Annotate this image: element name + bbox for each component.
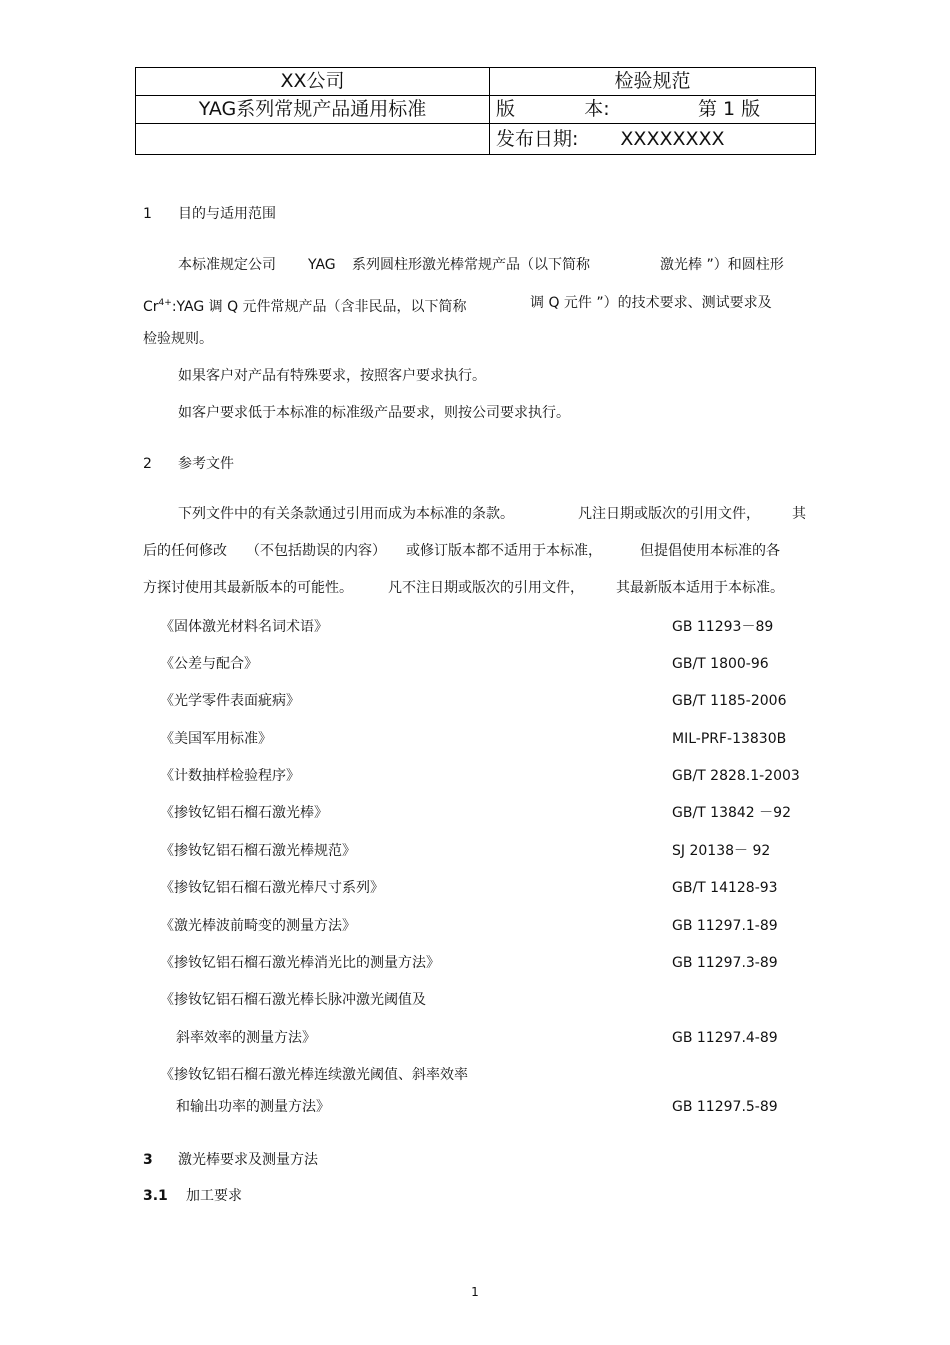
doc-type: 检验规范 [490, 68, 816, 96]
ref-code: GB 11297.5-89 [672, 1099, 778, 1115]
sec2-p3-c: 其最新版本适用于本标准。 [616, 580, 784, 596]
cr-text: Cr [143, 299, 159, 315]
ref-name-line1: 《掺钕钇铝石榴石激光棒长脉冲激光阈值及 [160, 992, 426, 1008]
ref-code: GB/T 2828.1-2003 [672, 768, 800, 784]
date-value: XXXXXXXX [620, 128, 725, 150]
ref-name-line2: 斜率效率的测量方法》 [176, 1030, 316, 1046]
ref-name: 《掺钕钇铝石榴石激光棒规范》 [160, 843, 356, 859]
version-cell [490, 96, 816, 124]
ref-name: 《公差与配合》 [160, 656, 258, 672]
sec1-p3: 如客户要求低于本标准的标准级产品要求，则按公司要求执行。 [178, 405, 570, 421]
ref-code: GB 11297.1-89 [672, 918, 778, 934]
sec2-p1-a: 下列文件中的有关条款通过引用而成为本标准的条款。 [178, 506, 514, 522]
sec2-p2-b: （不包括勘误的内容） [246, 543, 386, 559]
sec1-p1-f: :YAG 调 Q 元件常规产品（含非民品，以下简称 [171, 299, 467, 315]
section-3-1-number: 3.1 [143, 1188, 168, 1204]
ref-name: 《掺钕钇铝石榴石激光棒》 [160, 805, 328, 821]
header-table [135, 67, 816, 155]
sec2-p3-b: 凡不注日期或版次的引用文件， [388, 580, 584, 596]
section-3-1-title: 加工要求 [186, 1188, 242, 1204]
sec2-p2-a: 后的任何修改 [143, 543, 227, 559]
ref-code: GB 11297.3-89 [672, 955, 778, 971]
section-1-number: 1 [143, 206, 152, 222]
ref-code: GB/T 1185-2006 [672, 693, 787, 709]
ref-name: 《固体激光材料名词术语》 [160, 619, 328, 635]
sec2-p3-a: 方探讨使用其最新版本的可能性。 [143, 580, 353, 596]
sec2-p1-c: 其 [792, 506, 806, 522]
version-label-2: 本: [584, 98, 610, 120]
version-label: 版 [496, 98, 516, 120]
sec1-p1-g: 调 Q 元件 ”）的技术要求、测试要求及 [530, 295, 772, 311]
section-1-title: 目的与适用范围 [178, 206, 276, 222]
section-2-number: 2 [143, 456, 152, 472]
ref-name: 《美国军用标准》 [160, 731, 272, 747]
company-name: XX公司 [136, 68, 490, 96]
ref-name: 《掺钕钇铝石榴石激光棒尺寸系列》 [160, 880, 384, 896]
sec2-p2-c: 或修订版本都不适用于本标准， [406, 543, 602, 559]
ref-code: SJ 20138－ 92 [672, 843, 771, 859]
ref-code: GB 11297.4-89 [672, 1030, 778, 1046]
ref-name: 《激光棒波前畸变的测量方法》 [160, 918, 356, 934]
section-3-title: 激光棒要求及测量方法 [178, 1152, 318, 1168]
ref-name-line2: 和输出功率的测量方法》 [176, 1099, 330, 1115]
sec1-p1-b: YAG [308, 257, 336, 273]
empty-cell [136, 124, 490, 155]
ref-code: GB/T 13842 －92 [672, 805, 791, 821]
sec1-p1-a: 本标准规定公司 [178, 257, 276, 273]
ref-name: 《光学零件表面疵病》 [160, 693, 300, 709]
sec1-p1-d: 激光棒 ”）和圆柱形 [660, 257, 784, 273]
ref-name: 《掺钕钇铝石榴石激光棒消光比的测量方法》 [160, 955, 440, 971]
page-number: 1 [471, 1285, 479, 1299]
sec1-p1-c: 系列圆柱形激光棒常规产品（以下简称 [352, 257, 590, 273]
ref-code: GB 11293－89 [672, 619, 774, 635]
version-value: 第 1 版 [698, 98, 761, 120]
doc-title: YAG系列常规产品通用标准 [136, 96, 490, 124]
ref-name-line1: 《掺钕钇铝石榴石激光棒连续激光阈值、斜率效率 [160, 1067, 468, 1083]
ref-code: GB/T 1800-96 [672, 656, 769, 672]
sec2-p2-d: 但提倡使用本标准的各 [640, 543, 780, 559]
ref-code: MIL-PRF-13830B [672, 731, 787, 747]
sec1-p2: 如果客户对产品有特殊要求，按照客户要求执行。 [178, 368, 486, 384]
date-cell [490, 124, 816, 155]
ref-code: GB/T 14128-93 [672, 880, 778, 896]
section-3-number: 3 [143, 1152, 153, 1168]
cr-superscript: 4+ [158, 298, 172, 308]
sec1-p1-line2 [143, 294, 467, 316]
sec2-p1-b: 凡注日期或版次的引用文件， [578, 506, 760, 522]
ref-name: 《计数抽样检验程序》 [160, 768, 300, 784]
date-label: 发布日期: [496, 128, 579, 150]
section-2-title: 参考文件 [178, 456, 234, 472]
sec1-p1-h: 检验规则。 [143, 331, 213, 347]
